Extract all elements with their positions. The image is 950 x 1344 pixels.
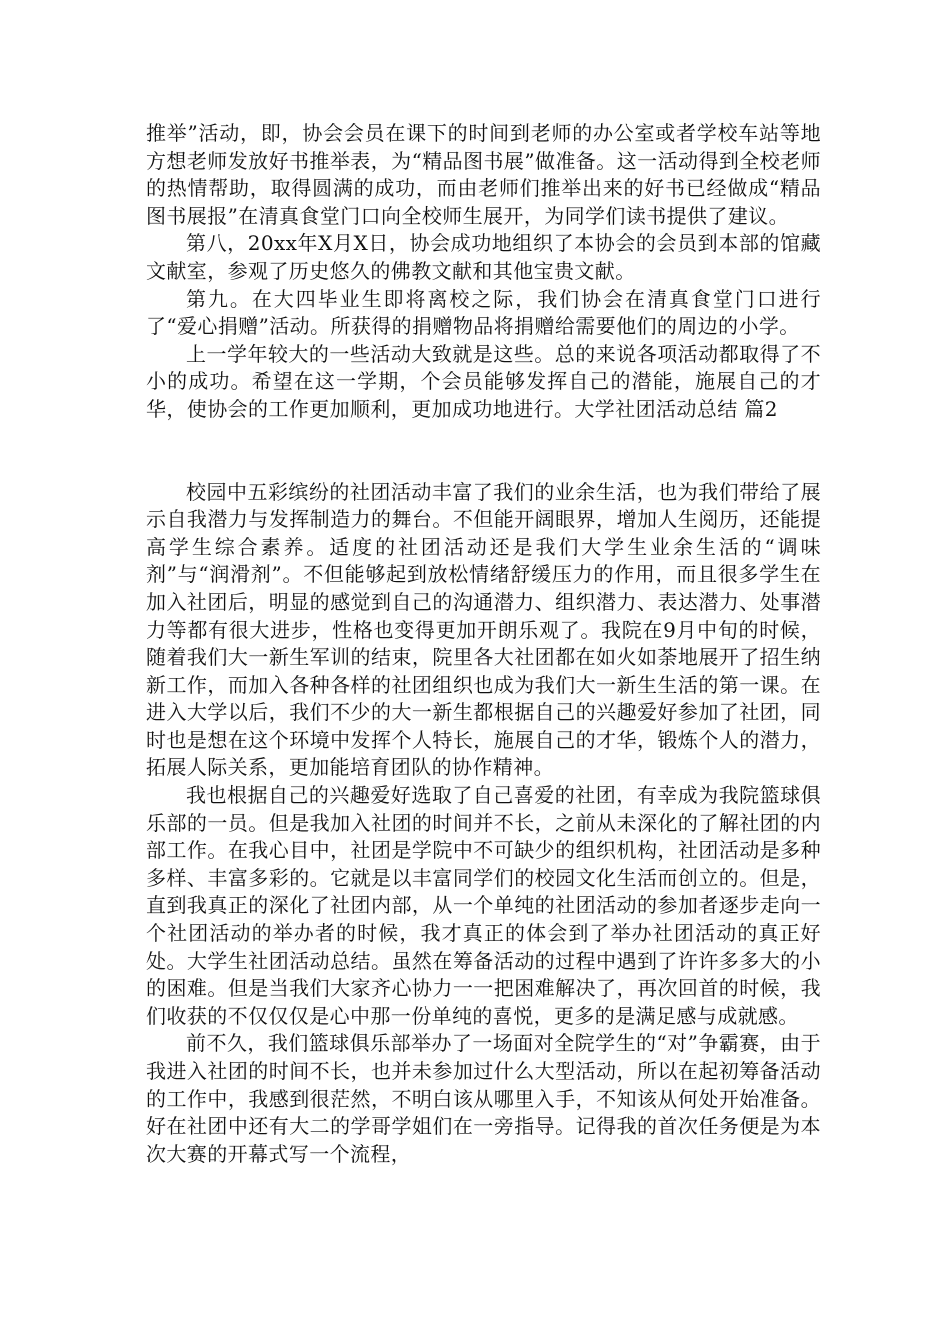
paragraph: 前不久，我们篮球俱乐部举办了一场面对全院学生的“对”争霸赛，由于我进入社团的时间不长，也并未参加过什么大型活动，所以在起初筹备活动的工作中，我感到很茫然，不明白该从哪里入手，不知该从何处开始准备。好在社团中还有大二的学哥学姐们在一旁指导。记得我的首次任务便是为本次大赛的开幕式写一个流程， (146, 1031, 821, 1166)
paragraph: 第八，20xx年X月X日，协会成功地组织了本协会的会员到本部的馆藏文献室，参观了历史悠久的佛教文献和其他宝贵文献。 (146, 231, 821, 283)
section-1 (146, 120, 821, 424)
section-2 (146, 479, 821, 1169)
paragraph: 我也根据自己的兴趣爱好选取了自己喜爱的社团，有幸成为我院篮球俱乐部的一员。但是我加入社团的时间并不长，之前从未深化的了解社团的内部工作。在我心目中，社团是学院中不可缺少的组织机构，社团活动是多种多样、丰富多彩的。它就是以丰富同学们的校园文化生活而创立的。但是，直到我真正的深化了社团内部，从一个单纯的社团活动的参加者逐步走向一个社团活动的举办者的时候，我才真正的体会到了举办社团活动的真正好处。大学生社团活动总结。虽然在筹备活动的过程中遇到了许许多多大的小的困难。但是当我们大家齐心协力一一把困难解决了，再次回首的时候，我们收获的不仅仅仅是心中那一份单纯的喜悦，更多的是满足感与成就感。 (146, 783, 821, 1028)
paragraph: 第九。在大四毕业生即将离校之际，我们协会在清真食堂门口进行了“爱心捐赠”活动。所获得的捐赠物品将捐赠给需要他们的周边的小学。 (146, 286, 821, 339)
paragraph: 上一学年较大的一些活动大致就是这些。总的来说各项活动都取得了不小的成功。希望在这一学期，个会员能够发挥自己的潜能，施展自己的才华，使协会的工作更加顺利，更加成功地进行。大学社团活动总结 篇2 (146, 341, 821, 421)
paragraph: 推举”活动，即，协会会员在课下的时间到老师的办公室或者学校车站等地方想老师发放好书推举表，为“精品图书展”做准备。这一活动得到全校老师的热情帮助，取得圆满的成功，而由老师们推举出来的好书已经做成“精品图书展报”在清真食堂门口向全校师生展开，为同学们读书提供了建议。 (146, 121, 821, 228)
section-spacer (146, 424, 821, 479)
paragraph: 校园中五彩缤纷的社团活动丰富了我们的业余生活，也为我们带给了展示自我潜力与发挥制造力的舞台。不但能开阔眼界，增加人生阅历，还能提高学生综合素养。适度的社团活动还是我们大学生业余生活的“调味剂”与“润滑剂”。不但能够起到放松情绪舒缓压力的作用，而且很多学生在加入社团后，明显的感觉到自己的沟通潜力、组织潜力、表达潜力、处事潜力等都有很大进步，性格也变得更加开朗乐观了。我院在9月中旬的时候，随着我们大一新生军训的结束，院里各大社团都在如火如荼地展开了招生纳新工作，而加入各种各样的社团组织也成为我们大一新生生活的第一课。在进入大学以后，我们不少的大一新生都根据自己的兴趣爱好参加了社团，同时也是想在这个环境中发挥个人特长，施展自己的才华，锻炼个人的潜力，拓展人际关系，更加能培育团队的协作精神。 (146, 479, 821, 780)
document-page (146, 120, 821, 1168)
